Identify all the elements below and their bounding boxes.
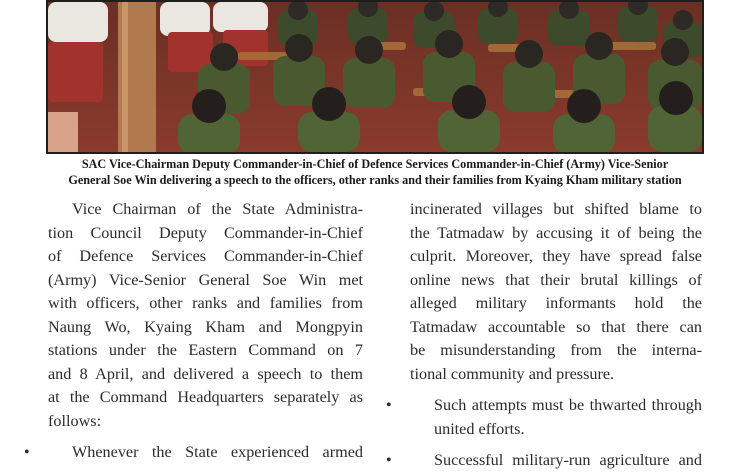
text-line: tional community and pressure. <box>410 364 615 383</box>
text-line: be misunderstanding from the interna- <box>410 341 702 359</box>
bullet-symbol: • <box>24 444 30 461</box>
text-line: with officers, other ranks and families from <box>48 294 363 312</box>
news-photo <box>46 0 704 154</box>
bullet-symbol: • <box>386 397 392 414</box>
text-line: incinerated villages but shifted blame to <box>410 200 702 218</box>
bullet-item <box>386 394 702 441</box>
audience-photo-illustration <box>48 2 702 152</box>
article-column-left <box>24 198 363 465</box>
text-line: Tatmadaw accountable so that there can <box>410 317 702 336</box>
text-line: united efforts. <box>434 419 525 438</box>
text-line: the Tatmadaw by accusing it of being the <box>410 223 702 242</box>
text-line: tion Council Deputy Commander-in-Chief <box>48 223 363 242</box>
text-line: Whenever the State experienced armed <box>72 443 363 461</box>
caption-line: General Soe Win delivering a speech to the officers, other ranks and their families from Kyaing Kham military station <box>68 173 682 187</box>
text-line: (Army) Vice-Senior General Soe Win met <box>48 270 363 289</box>
photo-caption <box>46 156 704 188</box>
text-line: follows: <box>48 411 102 430</box>
text-line: of Defence Services Commander-in-Chief <box>48 247 363 265</box>
text-line: alleged military informants hold the <box>410 294 702 312</box>
text-line: Successful military-run agriculture and <box>434 451 702 469</box>
text-line: at the Command Headquarters separately as <box>48 388 363 406</box>
text-line: Naung Wo, Kyaing Kham and Mongpyin <box>48 317 363 336</box>
text-line: Vice Chairman of the State Administra- <box>72 200 363 218</box>
text-line: Such attempts must be thwarted through <box>434 396 702 414</box>
bullet-item <box>24 441 363 465</box>
text-line: online news that their brutal killings of <box>410 270 702 289</box>
bullet-item <box>386 449 702 473</box>
text-line: and 8 April, and delivered a speech to them <box>48 364 363 383</box>
caption-line: SAC Vice-Chairman Deputy Commander-in-Chief of Defence Services Commander-in-Chief (Army) Vice-Senior <box>81 157 669 171</box>
article-column-right <box>386 198 702 473</box>
text-line: stations under the Eastern Command on 7 <box>48 341 363 359</box>
bullet-symbol: • <box>386 452 392 469</box>
text-line: culprit. Moreover, they have spread false <box>410 247 702 265</box>
